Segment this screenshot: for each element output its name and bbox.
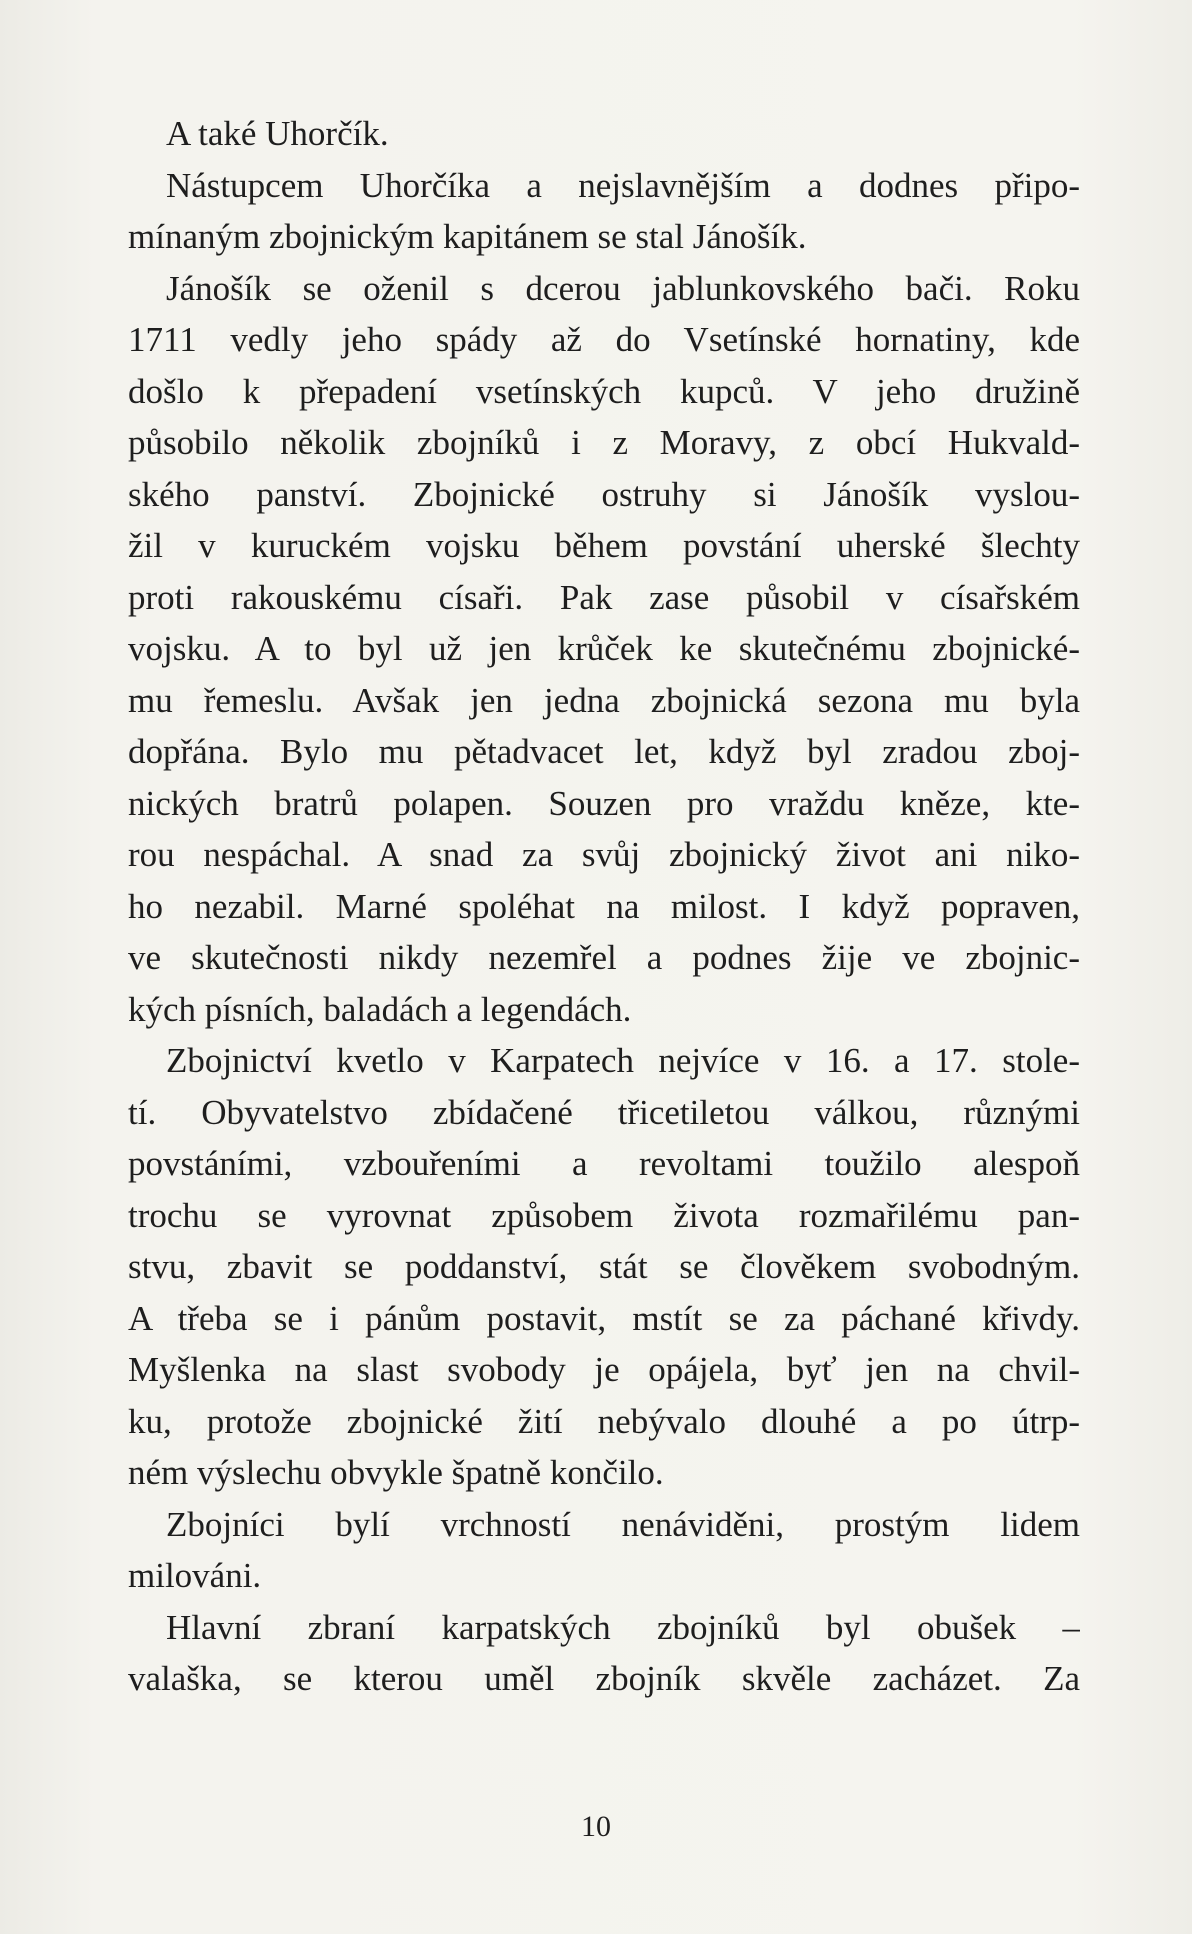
text-line: A třeba se i pánům postavit, mstít se za páchané křivdy. [128,1298,1080,1338]
text-line: stvu, zbavit se poddanství, stát se člověkem svobodným. [128,1247,1080,1286]
text-line: mínaným zbojnickým kapitánem se stal Jánošík. [128,217,807,256]
text-line: Jánošík se oženil s dcerou jablunkovského bači. Roku [166,268,1080,308]
text-line: nických bratrů polapen. Souzen pro vraždu kněze, kte- [128,783,1080,823]
text-line: rou nespáchal. A snad za svůj zbojnický život ani niko- [128,835,1080,874]
text-line: 1711 vedly jeho spády až do Vsetínské hornatiny, kde [128,320,1080,359]
text-line: milováni. [128,1556,262,1595]
text-line: ve skutečnosti nikdy nezemřel a podnes žije ve zbojnic- [128,938,1080,977]
page-number: 10 [581,1810,611,1843]
text-line: mu řemeslu. Avšak jen jedna zbojnická sezona mu byla [128,680,1080,720]
text-line: dopřána. Bylo mu pětadvacet let, když byl zradou zboj- [128,732,1080,771]
text-line: ského panství. Zbojnické ostruhy si Jánošík vyslou- [128,474,1080,514]
text-line: Myšlenka na slast svobody je opájela, byť jen na chvil- [128,1350,1080,1389]
text-line: Hlavní zbraní karpatských zbojníků byl obušek – [166,1607,1080,1647]
text-line: valaška, se kterou uměl zbojník skvěle zacházet. Za [128,1659,1080,1698]
text-line: vojsku. A to byl už jen krůček ke skutečnému zbojnické- [128,629,1080,668]
text-line: Nástupcem Uhorčíka a nejslavnějším a dodnes připo- [166,165,1080,205]
text-line: trochu se vyrovnat způsobem života rozmařilému pan- [128,1195,1080,1235]
text-line: ku, protože zbojnické žití nebývalo dlouhé a po útrp- [128,1401,1080,1441]
text-line: žil v kuruckém vojsku během povstání uherské šlechty [128,526,1080,565]
text-line: došlo k přepadení vsetínských kupců. V jeho družině [128,371,1080,411]
text-line: ho nezabil. Marné spoléhat na milost. I když popraven, [128,886,1080,926]
text-line: proti rakouskému císaři. Pak zase působil v císařském [128,577,1080,617]
text-line: kých písních, baladách a legendách. [128,989,632,1029]
text-line: tí. Obyvatelstvo zbídačené třicetiletou válkou, různými [128,1092,1080,1132]
text-line: ném výslechu obvykle špatně končilo. [128,1453,664,1492]
text-line: působilo několik zbojníků i z Moravy, z obcí Hukvald- [128,423,1080,462]
text-line: Zbojníci bylí vrchností nenáviděni, prostým lidem [166,1504,1080,1544]
text-line: Zbojnictví kvetlo v Karpatech nejvíce v 16. a 17. stole- [166,1041,1080,1080]
text-line: povstáními, vzbouřeními a revoltami toužilo alespoň [128,1144,1080,1183]
text-line: A také Uhorčík. [166,114,389,153]
body-text [128,108,1080,1705]
